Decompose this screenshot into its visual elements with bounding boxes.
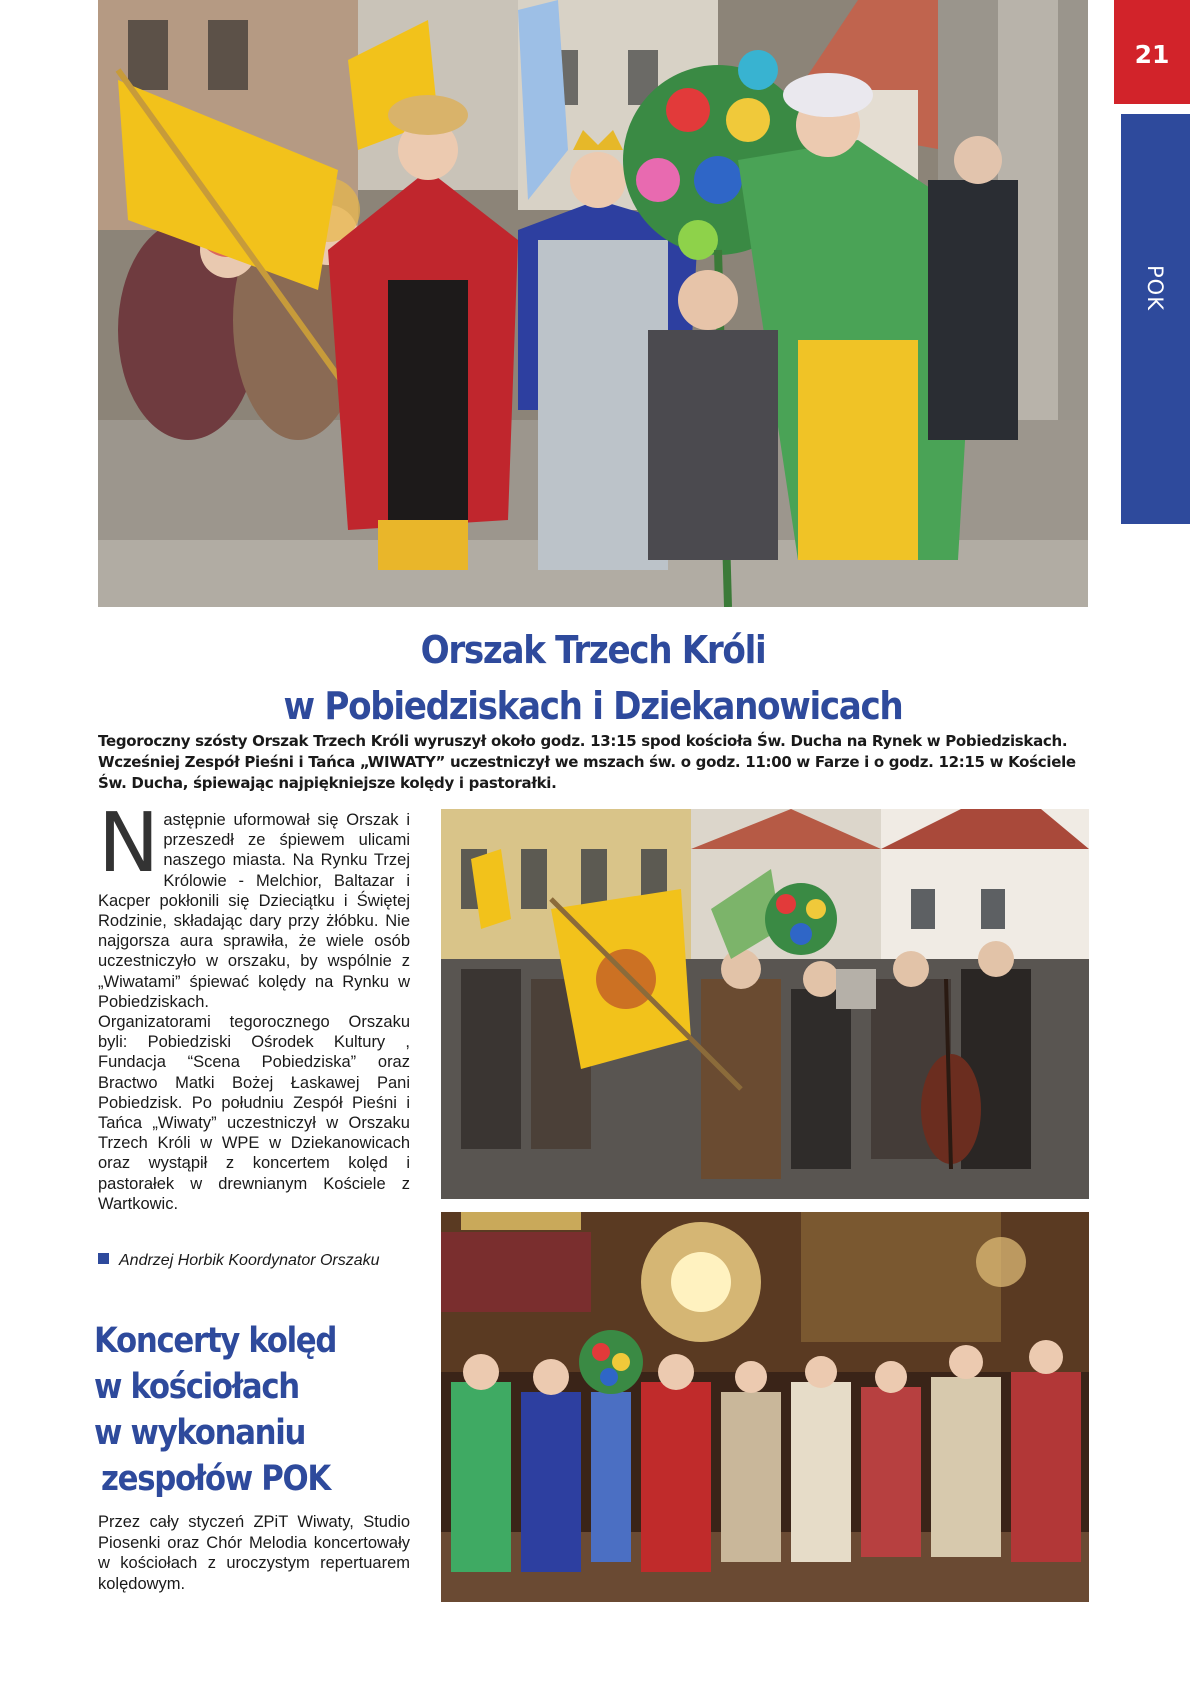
article-body	[98, 796, 410, 1214]
church-concert-photo	[441, 1212, 1089, 1602]
second-article-body: Przez cały styczeń ZPiT Wiwaty, Studio Piosenki oraz Chór Melodia koncertowały w kościołach z uroczystym repertuarem kolędowym.	[98, 1513, 410, 1593]
article-lead: Tegoroczny szósty Orszak Trzech Króli wyruszył około godz. 13:15 spod kościoła Św. Ducha na Rynek w Pobiedziskach. Wcześniej Zespół Pieśni i Tańca „WIWATY” uczestniczył we mszach św. o godz. 11:00 w Farze i o godz. 12:15 w Kościele Św. Ducha, śpiewając najpiękniejsze kolędy i pastorałki.	[98, 732, 1076, 792]
market-square-photo	[441, 809, 1089, 1199]
drop-cap: N	[98, 796, 160, 891]
article-body-paragraph-2: Organizatorami tegorocznego Orszaku byli: Pobiedziski Ośrodek Kultury , Fundacja “Scena Pobiedziska” oraz Bractwo Matki Bożej Łaskawej Pani Pobiedzisk. Po południu Zespół Pieśni i Tańca „Wiwaty” uczestniczył w Orszaku Trzech Króli w WPE w Dziekanowicach oraz wystąpił z koncertem kolęd i pastorałek w drewnianym Kościele z Wartkowic.	[98, 1013, 410, 1213]
procession-photo	[98, 0, 1088, 607]
article-body-paragraph-1: astępnie uformował się Orszak i przeszedł ze śpiewem ulicami naszego miasta. Na Rynku Trzej Królowie - Melchior, Baltazar i Kacper pokłonili się Dzieciątku i Świętej Rodzinie, składając dary przy żłóbku. Nie najgorsza aura sprawiła, że wiele osób uczestniczyło w orszaku, by wspólnie z „Wiwatami” śpiewać kolędy na Rynku w Pobiedziskach.	[98, 811, 410, 1011]
section-tab	[1121, 114, 1190, 524]
article-title-line-1: Orszak Trzech Króli	[420, 628, 766, 672]
second-article-title	[94, 1318, 384, 1502]
second-title-line-3: w wykonaniu	[94, 1413, 306, 1453]
article-title	[148, 622, 1039, 734]
square-bullet-icon	[98, 1253, 109, 1264]
author-name: Andrzej Horbik Koordynator Orszaku	[119, 1252, 380, 1269]
author-line	[98, 1252, 428, 1270]
second-title-line-1: Koncerty kolęd	[94, 1321, 337, 1361]
second-title-line-4: zespołów POK	[101, 1459, 330, 1499]
section-label: POK	[1143, 265, 1167, 311]
article-title-line-2: w Pobiedziskach i Dziekanowicach	[283, 684, 903, 728]
page-number: 21	[1134, 40, 1170, 69]
second-title-line-2: w kościołach	[94, 1367, 299, 1407]
